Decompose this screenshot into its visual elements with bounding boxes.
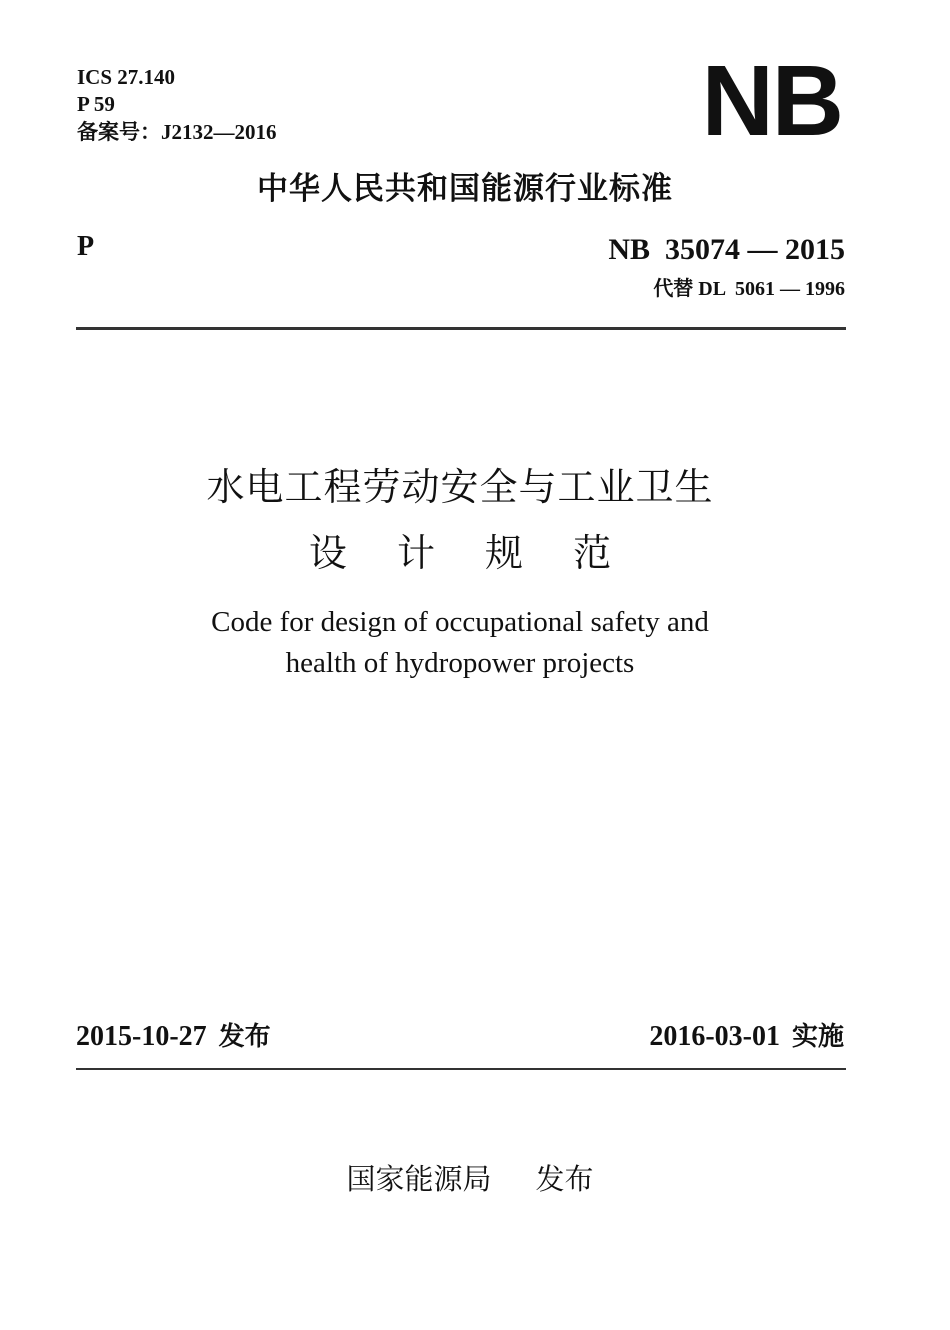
- issue-label: 发布: [218, 1022, 271, 1052]
- title-chinese-line2: 设 计 规 范: [308, 531, 612, 575]
- issue-date-block: [76, 1018, 271, 1056]
- publisher-name: 国家能源局: [346, 1162, 492, 1196]
- implement-date-block: [649, 1018, 844, 1056]
- issue-date: 2015-10-27: [76, 1021, 207, 1052]
- top-divider: [76, 327, 846, 330]
- publisher-action: 发布: [535, 1162, 594, 1196]
- standard-number: NB 35074 — 2015: [608, 233, 845, 266]
- implement-label: 实施: [791, 1022, 844, 1052]
- bottom-divider: [76, 1068, 846, 1070]
- ics-code: ICS 27.140: [77, 65, 176, 89]
- replaces-standard: 代替 DL 5061 — 1996: [653, 278, 845, 300]
- title-english-line1: Code for design of occupational safety and: [211, 606, 709, 638]
- record-number: 备案号：J2132—2016: [77, 120, 277, 144]
- nb-logo: NB: [701, 45, 842, 157]
- classification-code: P 59: [77, 92, 115, 116]
- title-chinese-line1: 水电工程劳动安全与工业卫生: [206, 465, 714, 509]
- implement-date: 2016-03-01: [649, 1021, 780, 1052]
- title-english-line2: health of hydropower projects: [285, 647, 635, 679]
- industry-standard-heading: 中华人民共和国能源行业标准: [257, 171, 673, 207]
- publisher-line: [0, 1158, 950, 1200]
- category-code: P: [77, 231, 95, 262]
